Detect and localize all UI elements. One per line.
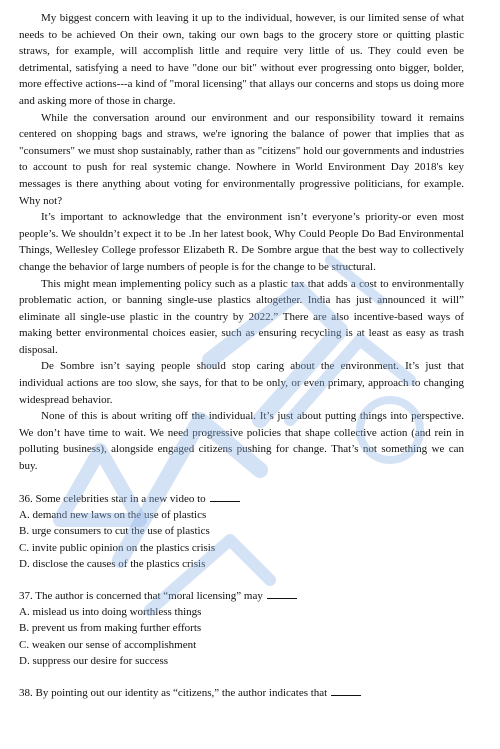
paragraph-1: My biggest concern with leaving it up to the individual, however, is our limited sense of what needs to be achieved On their own, taking our own bags to the grocery store or quitting plastic straws, for example, will accomplish little and require very little of us. They could even be detrimental, satisfying a need to have "done our bit" without ever progressing onto bigger, bolder, more effective actions---a kind of "moral licensing" that allays our concerns and stops us doing more and asking more of those in charge.	[19, 12, 464, 107]
question-stem	[19, 588, 464, 604]
paragraph-2: While the conversation around our environment and our responsibility toward it remains centered on shopping bags and straws, we're ignoring the balance of power that implies that as "consumers" we must shop sustainably, rather than as "citizens" hold our governments and industries to account to push for real systemic change. Nowhere in World Environment Day 2018's key messages is there anything about voting for environmentally progressive politicians, for example. Why not?	[19, 111, 464, 207]
option-c: C. invite public opinion on the plastics crisis	[19, 541, 216, 554]
question-37	[19, 588, 464, 670]
paragraph-5: De Sombre isn’t saying people should stop caring about the environment. It’s just that individual actions are too slow, she says, for that to be only, or even primary, approach to changing widespread behavior.	[19, 360, 464, 406]
paragraph-4: This might mean implementing policy such as a plastic tax that adds a cost to environmentally problematic action, or banning single-use plastics altogether. India has just announced it will” eliminate all single-use plastic in the country by 2022.” There are also incentive-based ways of making better environmental choices easier, such as ensuring recycling is at least as easy as trash disposal.	[19, 277, 464, 356]
question-list	[19, 491, 464, 701]
option-a: A. demand new laws on the use of plastics	[19, 509, 207, 522]
answer-blank	[267, 589, 297, 599]
question-stem-text: 37. The author is concerned that “moral licensing” may	[19, 589, 263, 602]
question-stem	[19, 685, 464, 701]
option-a: A. mislead us into doing worthless things	[19, 606, 202, 619]
question-36	[19, 491, 464, 573]
document-page	[19, 10, 464, 716]
paragraph-3: It’s important to acknowledge that the environment isn’t everyone’s priority-or even most people’s. We shouldn’t expect it to be .In her latest book, Why Could People Do Bad Environmental Things, Wellesley College professor Elizabeth R. De Sombre argue that the best way to collectively change the behavior of large numbers of people is for the change to be structural.	[19, 211, 464, 273]
option-c: C. weaken our sense of accomplishment	[19, 638, 197, 651]
option-b: B. prevent us from making further efforts	[19, 622, 202, 635]
answer-blank	[210, 492, 240, 502]
paragraph-6: None of this is about writing off the individual. It’s just about putting things into perspective. We don’t have time to wait. We need progressive policies that shape collective action (and rein in polluting business), alongside engaged citizens pushing for change. That’s not something we can buy.	[19, 410, 464, 473]
answer-blank	[331, 686, 361, 696]
option-d: D. disclose the causes of the plastics crisis	[19, 558, 206, 571]
option-d: D. suppress our desire for success	[19, 655, 169, 668]
question-stem-text: 38. By pointing out our identity as “citizens,” the author indicates that	[19, 686, 328, 699]
question-38	[19, 685, 464, 701]
question-stem	[19, 491, 464, 507]
option-b: B. urge consumers to cut the use of plastics	[19, 525, 210, 538]
reading-passage	[19, 10, 464, 475]
question-stem-text: 36. Some celebrities star in a new video to	[19, 492, 206, 505]
